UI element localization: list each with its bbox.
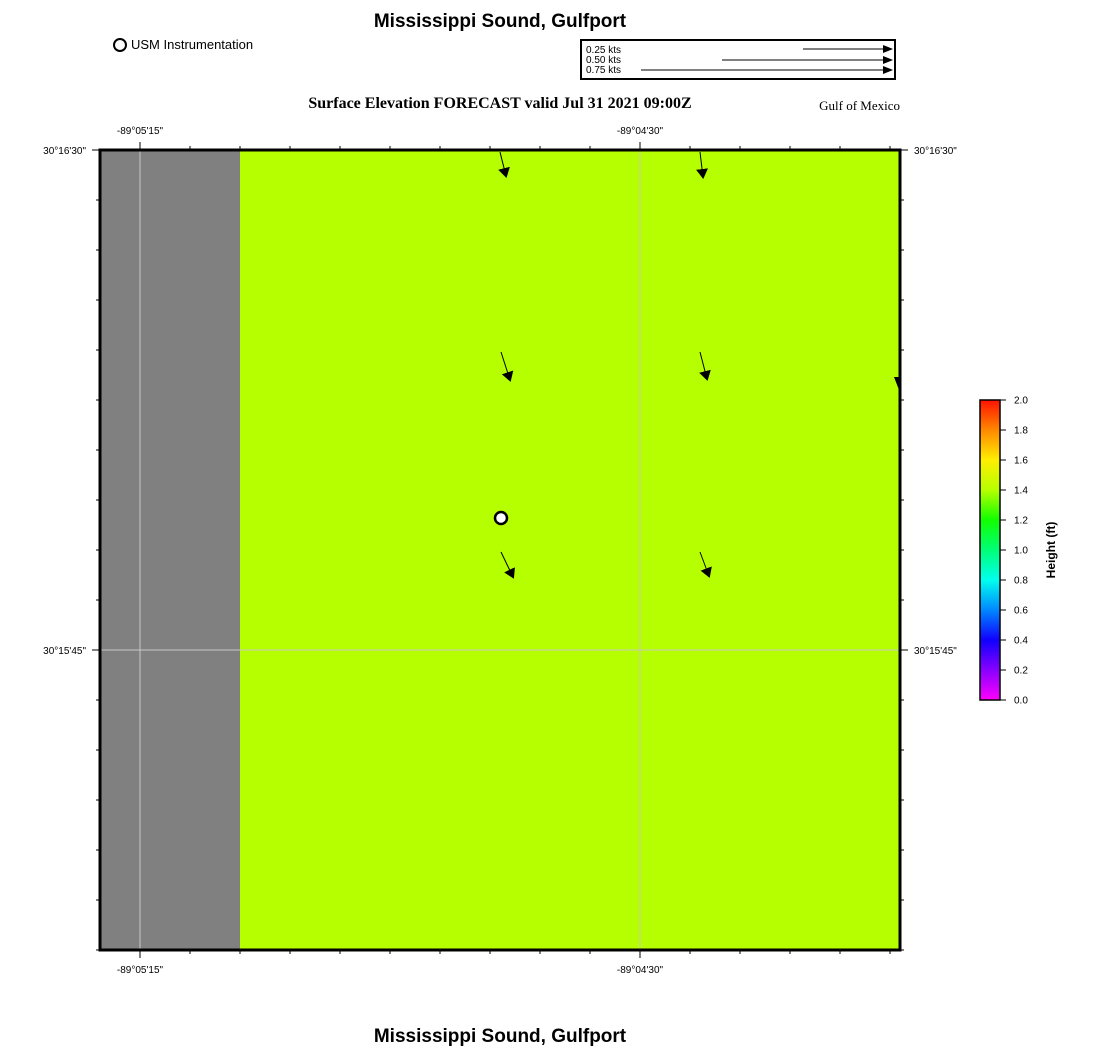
bottom-lon-label-1: -89°05'15" bbox=[116, 965, 164, 976]
vector-scale-label-3: 0.75 kts bbox=[586, 65, 622, 76]
colorbar bbox=[980, 400, 1000, 700]
map-subtitle: Surface Elevation FORECAST valid Jul 31 2021 09:00Z bbox=[308, 95, 692, 112]
footer-title: Mississippi Sound, Gulfport bbox=[373, 1026, 627, 1047]
map-title: Mississippi Sound, Gulfport bbox=[373, 11, 627, 32]
colorbar-tick-label: 0.0 bbox=[1014, 695, 1028, 707]
colorbar-tick-label: 2.0 bbox=[1014, 395, 1028, 407]
colorbar-ticks bbox=[1000, 396, 1028, 707]
colorbar-tick-label: 0.2 bbox=[1014, 665, 1028, 677]
vector-scale-label-1: 0.25 kts bbox=[586, 45, 622, 56]
region-label: Gulf of Mexico bbox=[819, 98, 900, 113]
instrument-legend-label: USM Instrumentation bbox=[131, 37, 254, 52]
colorbar-tick-label: 0.4 bbox=[1014, 635, 1028, 647]
colorbar-tick-label: 1.4 bbox=[1014, 485, 1028, 497]
top-lon-label-2: -89°04'30" bbox=[616, 126, 664, 137]
left-lat-label-1: 30°16'30" bbox=[43, 146, 86, 157]
colorbar-tick-label: 1.0 bbox=[1014, 545, 1028, 557]
colorbar-tick-label: 0.8 bbox=[1014, 575, 1028, 587]
colorbar-tick-label: 1.6 bbox=[1014, 455, 1028, 467]
bottom-lon-label-2: -89°04'30" bbox=[616, 965, 664, 976]
land-area bbox=[100, 150, 240, 950]
top-lon-label-1: -89°05'15" bbox=[116, 126, 164, 137]
colorbar-tick-label: 0.6 bbox=[1014, 605, 1028, 617]
left-lat-label-2: 30°15'45" bbox=[43, 646, 86, 657]
right-lat-label-1: 30°16'30" bbox=[914, 146, 957, 157]
usm-instrument-marker[interactable] bbox=[495, 512, 507, 524]
colorbar-tick-label: 1.2 bbox=[1014, 515, 1028, 527]
right-lat-label-2: 30°15'45" bbox=[914, 646, 957, 657]
colorbar-title: Height (ft) bbox=[1044, 521, 1058, 579]
colorbar-tick-label: 1.8 bbox=[1014, 425, 1028, 437]
vector-scale-label-2: 0.50 kts bbox=[586, 55, 622, 66]
